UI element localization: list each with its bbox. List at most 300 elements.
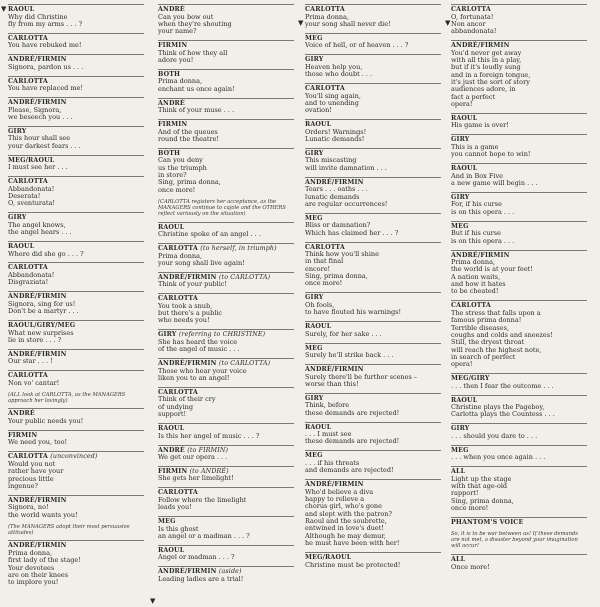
lyric-line: he must have been with her! [305, 539, 400, 548]
lyric-line: adore you! [158, 55, 194, 64]
speaker-label: GIRY [305, 394, 324, 402]
speaker-label: MEG [451, 222, 469, 230]
dialogue-block [158, 148, 294, 194]
lyric-line: Still, the dryest throat [451, 338, 525, 347]
lyric-line: audiences adore, in [451, 85, 516, 94]
lyric-line: to implore you! [8, 578, 59, 587]
speaker-label: RAOUL [305, 423, 332, 431]
dialogue-block [158, 566, 294, 583]
dialogue-block [8, 241, 144, 258]
lyric-line: Who'd believe a diva [305, 487, 374, 496]
lyric-line: Surely there'll be further scenes – [305, 372, 418, 381]
continue-arrow-icon: ▼ [1, 5, 7, 13]
speaker-label: ANDRÉ/FIRMIN [158, 273, 217, 281]
dialogue-block [158, 487, 294, 511]
dialogue-block [8, 262, 144, 286]
lyric-line: You'd never get away [451, 48, 522, 57]
speaker-label: MEG [305, 344, 323, 352]
speaker-label: CARLOTTA [158, 295, 198, 303]
speaker-direction: (to herself, in triumph) [200, 245, 277, 253]
stage-direction: So, it is to be war between us! If these demands are not met, a disaster beyond your imagination will occur! [451, 531, 578, 550]
lyric-line: a new game will begin . . . [451, 179, 538, 188]
lyric-line: . . . then I fear the outcome . . . [451, 381, 554, 390]
speaker-label: RAOUL [451, 114, 478, 122]
lyric-line: will reach the highest note, [451, 345, 542, 354]
dialogue-block [305, 4, 441, 28]
dialogue-block [8, 126, 144, 150]
dialogue-block [158, 119, 294, 143]
lyric-line: You have rebuked me! [8, 41, 82, 50]
lyric-line: Signora, pardon us . . . [8, 62, 84, 71]
lyric-line: She gets her limelight! [158, 474, 234, 483]
lyric-line: Christine plays the Pageboy, [451, 403, 545, 412]
lyric-line: worse than this! [305, 379, 359, 388]
dialogue-block [451, 40, 587, 108]
lyric-line: Carlotta plays the Countess . . . [451, 410, 555, 419]
lyric-line: to be cheated! [451, 287, 499, 296]
lyric-line: Which has claimed her . . . ? [305, 228, 399, 237]
libretto-column-2 [158, 4, 294, 588]
dialogue-block [305, 364, 441, 388]
lyric-line: you cannot hope to win! [451, 150, 531, 159]
lyric-line: and to unending [305, 98, 359, 107]
speaker-label: ANDRÉ/FIRMIN [158, 360, 217, 368]
lyric-line: with all this in a play, [451, 55, 522, 64]
lyric-line: Think of how they all [158, 48, 228, 57]
dialogue-block [305, 393, 441, 417]
speaker-label: RAOUL/GIRY/MEG [8, 322, 76, 329]
speaker-label: ANDRÉ/FIRMIN [305, 481, 364, 489]
speaker-label: ANDRÉ [158, 99, 185, 107]
speaker-label: FIRMIN [8, 431, 38, 439]
lyric-line: and slept with the patron? [305, 509, 392, 518]
lyric-line: ingenue? [8, 481, 38, 490]
dialogue-block [8, 176, 144, 208]
speaker-label: GIRY [305, 56, 324, 64]
dialogue-block [158, 40, 294, 64]
speaker-label: ANDRÉ/FIRMIN [8, 99, 67, 107]
libretto-column-4 [451, 4, 587, 576]
speaker-label: CARLOTTA [305, 85, 345, 92]
speaker-label: ANDRÉ [8, 410, 35, 418]
lyric-line: Disgraziata! [8, 278, 49, 287]
lyric-line: in search of perfect [451, 352, 516, 361]
lyric-line: Why did Christine [8, 12, 68, 21]
speaker-direction: (to CARLOTTA) [218, 273, 271, 281]
lyric-line: and demands are rejected! [305, 466, 394, 475]
dialogue-block [158, 466, 294, 483]
lyric-line: opera! [451, 100, 473, 109]
dialogue-block [8, 540, 144, 586]
lyric-line: For, if his curse [451, 200, 502, 209]
speaker-label: CARLOTTA [8, 34, 48, 42]
lyric-line: and how it hates [451, 280, 506, 289]
dialogue-block [451, 445, 587, 462]
dialogue-block [158, 545, 294, 562]
lyric-line: Oh fools, [305, 300, 335, 309]
lyric-line: Christine spoke of an angel . . . [158, 230, 261, 239]
dialogue-block [451, 192, 587, 216]
speaker-label: RAOUL [8, 6, 35, 13]
dialogue-block [305, 242, 441, 288]
lyric-line: once more! [305, 279, 343, 288]
lyric-line: . . . I must see [305, 430, 352, 439]
lyric-line: Heaven help you, [305, 62, 363, 71]
lyric-line: We need you, too! [8, 438, 68, 447]
dialogue-block [8, 33, 144, 50]
dialogue-block [451, 113, 587, 130]
dialogue-block [158, 69, 294, 93]
continue-arrow-icon: ▼ [445, 19, 451, 27]
lyric-line: chorus girl, who's gone [305, 502, 382, 511]
lyric-line: to have flouted his warnings! [305, 308, 402, 317]
lyric-line: but there's a public [158, 309, 223, 318]
speaker-label: RAOUL [158, 223, 185, 231]
lyric-line: Sing, prima donna, [451, 496, 514, 505]
dialogue-block [305, 292, 441, 316]
dialogue-block [305, 422, 441, 446]
dialogue-block [305, 33, 441, 50]
lyric-line: once more! [158, 185, 196, 194]
lyric-line: Abbandonata! [8, 184, 55, 193]
libretto-column-1 [8, 4, 144, 591]
dialogue-block [158, 4, 294, 36]
lyric-line: will invite damnation . . . [305, 163, 387, 172]
speaker-label: MEG [158, 518, 176, 526]
lyric-line: . . . should you dare to . . . [451, 431, 538, 440]
speaker-label: CARLOTTA [158, 489, 198, 497]
lyric-line: the world wants you! [8, 510, 78, 519]
dialogue-block [158, 272, 294, 289]
speaker-label: GIRY [451, 193, 470, 201]
lyric-line: Please, Signora, [8, 105, 62, 114]
lyric-line: Those who hear your voice [158, 366, 247, 375]
lyric-line: Signora, sing for us! [8, 299, 76, 308]
speaker-label: RAOUL [158, 546, 185, 554]
dialogue-block [158, 222, 294, 239]
speaker-label: CARLOTTA [8, 453, 48, 461]
speaker-label: ANDRÉ/FIRMIN [158, 568, 217, 576]
lyric-line: Raoul and the soubrette, [305, 517, 387, 526]
dialogue-block [305, 321, 441, 338]
lyric-line: support! [158, 410, 187, 419]
speaker-label: ANDRÉ/FIRMIN [8, 496, 67, 504]
lyric-line: Your public needs you! [8, 416, 84, 425]
dialogue-block [8, 76, 144, 93]
lyric-line: O, sventurata! [8, 199, 56, 208]
dialogue-block [8, 212, 144, 236]
lyric-line: who needs you! [158, 316, 210, 325]
dialogue-block [451, 250, 587, 296]
lyric-line: Non vo' cantar! [8, 378, 60, 387]
dialogue-block [451, 163, 587, 187]
dialogue-block [305, 450, 441, 474]
speaker-label: CARLOTTA [8, 77, 48, 85]
lyric-line: This miscasting [305, 156, 357, 165]
speaker-label: GIRY [451, 425, 470, 433]
lyric-line: in store? [158, 171, 187, 180]
lyric-line: we beseech you . . . [8, 112, 73, 121]
dialogue-block [305, 119, 441, 143]
lyric-line: Leading ladies are a trial! [158, 574, 244, 583]
dialogue-block [305, 479, 441, 547]
speaker-label: RAOUL [305, 323, 332, 331]
speaker-label: BOTH [158, 149, 181, 157]
lyric-line: Lunatic demands! [305, 134, 365, 143]
lyric-line: Is this her angel of music . . . ? [158, 431, 260, 440]
lyric-line: Think of your public! [158, 280, 228, 289]
dialogue-block [158, 243, 294, 267]
lyric-line: Sing, prima donna, [305, 272, 368, 281]
lyric-line: . . . when you once again . . . [451, 453, 546, 462]
lyric-line: your name? [158, 27, 197, 36]
dialogue-block [8, 97, 144, 121]
lyric-line: This hour shall see [8, 134, 71, 143]
speaker-label: ANDRÉ/FIRMIN [451, 42, 510, 50]
lyric-line: Think, before [305, 401, 350, 410]
lyric-line: What new surprises [8, 328, 74, 337]
dialogue-block [451, 395, 587, 419]
speaker-label: MEG [451, 446, 469, 454]
lyric-line: Think how you'll shine [305, 250, 379, 259]
lyric-line: But if his curse [451, 229, 501, 238]
dialogue-block [158, 387, 294, 419]
speaker-label: CARLOTTA [8, 178, 48, 186]
dialogue-block [305, 148, 441, 172]
speaker-label: ANDRÉ/FIRMIN [8, 56, 67, 64]
speaker-label: FIRMIN [158, 467, 188, 475]
dialogue-block [305, 83, 441, 115]
lyric-line: with that age-old [451, 482, 508, 491]
lyric-line: Prima donna, [8, 548, 53, 557]
speaker-direction: (unconvinced) [50, 453, 98, 461]
lyric-line: fly from my arms . . . ? [8, 19, 83, 28]
stage-direction: (ALL look at CARLOTTA, as the MANAGERS approach her lovingly) [8, 391, 126, 404]
speaker-label: RAOUL [8, 243, 35, 250]
dialogue-block [8, 370, 144, 387]
dialogue-block [158, 516, 294, 540]
dialogue-block [451, 373, 587, 390]
dialogue-block [305, 343, 441, 360]
continue-arrow-icon: ▼ [150, 597, 156, 605]
lyric-line: the angel hears . . . [8, 228, 72, 237]
speaker-label: GIRY [158, 331, 177, 339]
dialogue-block [451, 554, 587, 571]
lyric-line: opera! [451, 360, 473, 369]
speaker-label: ANDRÉ [158, 6, 185, 13]
lyric-line: these demands are rejected! [305, 408, 400, 417]
speaker-label: MEG [305, 34, 323, 42]
lyric-line: rapport! [451, 489, 479, 498]
lyric-line: us the triumph [158, 163, 207, 172]
lyric-line: precious little [8, 474, 54, 483]
lyric-line: and in a foreign tongue, [451, 70, 531, 79]
speaker-label: RAOUL [158, 425, 185, 433]
lyric-line: liken you to an angel! [158, 374, 230, 382]
speaker-label: CARLOTTA [451, 6, 491, 13]
speaker-label: GIRY [8, 214, 27, 222]
lyric-line: She has heard the voice [158, 337, 238, 346]
speaker-direction: (to FIRMIN) [187, 446, 229, 454]
dialogue-block [8, 155, 144, 172]
lyric-line: . . . if his threats [305, 458, 360, 467]
speaker-label: GIRY [451, 136, 470, 144]
lyric-line: happy to relieve a [305, 495, 365, 504]
lyric-line: Can you deny [158, 156, 203, 165]
lyric-line: is on this opera . . . [451, 207, 515, 216]
lyric-line: but if it's loudly sung [451, 63, 521, 72]
speaker-label: GIRY [8, 127, 27, 135]
dialogue-block [305, 54, 441, 78]
lyric-line: Is this ghost [158, 524, 199, 533]
lyric-line: Sing, prima donna, [158, 178, 221, 187]
speaker-label: CARLOTTA [8, 372, 48, 380]
lyric-line: Our star . . . ! [8, 357, 53, 366]
lyric-line: And of the queues [158, 127, 218, 136]
speaker-label: ANDRÉ/FIRMIN [8, 542, 67, 550]
dialogue-block [451, 517, 587, 527]
lyric-line: Signora, no! [8, 503, 49, 512]
dialogue-block [8, 54, 144, 71]
lyric-line: Where did she go . . . ? [8, 249, 84, 258]
speaker-label: CARLOTTA [8, 264, 48, 272]
lyric-line: Although he may demur, [305, 531, 386, 540]
dialogue-block [158, 423, 294, 440]
lyric-line: Non ancor [451, 19, 486, 28]
lyric-line: first lady of the stage! [8, 556, 81, 565]
lyric-line: Abbandonata! [8, 270, 55, 279]
speaker-label: MEG/GIRY [451, 375, 490, 383]
lyric-line: Tears . . . oaths . . . [305, 185, 368, 194]
speaker-label: CARLOTTA [305, 6, 345, 13]
lyric-line: of the angel of music . . . [158, 345, 240, 354]
speaker-direction: (to CARLOTTA) [218, 360, 271, 368]
speaker-direction: (referring to CHRISTINE) [178, 331, 266, 339]
dialogue-block [451, 423, 587, 440]
dialogue-block [451, 221, 587, 245]
lyric-line: Don't be a martyr . . . [8, 307, 79, 316]
lyric-line: are on their knees [8, 570, 69, 579]
speaker-label: ANDRÉ/FIRMIN [305, 178, 364, 186]
dialogue-block [8, 408, 144, 425]
libretto-column-3 [305, 4, 441, 573]
speaker-label: CARLOTTA [158, 388, 198, 396]
lyric-line: A nation waits, [451, 272, 501, 281]
dialogue-block [158, 329, 294, 353]
dialogue-block [451, 134, 587, 158]
dialogue-block [8, 320, 144, 344]
lyric-line: abbandonata! [451, 27, 497, 36]
lyric-line: round the theatre! [158, 134, 220, 143]
stage-direction: (CARLOTTA registers her acceptance, as the MANAGERS continue to cajole and the OTHERS reflect variously on the situation) [158, 198, 286, 217]
speaker-label: CARLOTTA [451, 302, 491, 310]
speaker-label: ANDRÉ [158, 446, 185, 454]
lyric-line: The angel knows, [8, 220, 66, 229]
lyric-line: Orders! Warnings! [305, 127, 367, 136]
dialogue-block [451, 466, 587, 512]
dialogue-block [8, 451, 144, 490]
lyric-line: in that final [305, 257, 344, 266]
lyric-line: Think of their cry [158, 395, 216, 404]
dialogue-block [305, 177, 441, 209]
continue-arrow-icon: ▼ [298, 19, 304, 27]
speaker-label: PHANTOM'S VOICE [451, 519, 524, 527]
lyric-line: You'll sing again, [305, 91, 361, 100]
speaker-label: MEG [305, 452, 323, 460]
lyric-line: it's just the sort of story [451, 78, 530, 86]
lyric-line: Bliss or damnation? [305, 221, 371, 230]
lyric-line: your darkest fears . . . [8, 141, 81, 150]
speaker-label: GIRY [305, 294, 324, 302]
lyric-line: Terrible diseases, [451, 323, 510, 332]
speaker-label: ALL [451, 556, 466, 564]
lyric-line: rather have your [8, 467, 64, 476]
dialogue-block [158, 98, 294, 115]
lyric-line: Would you not [8, 459, 56, 468]
lyric-line: This is a game [451, 142, 499, 151]
lyric-line: is on this opera . . . [451, 236, 515, 245]
speaker-label: BOTH [158, 70, 181, 78]
lyric-line: these demands are rejected! [305, 437, 400, 446]
lyric-line: entwined in love's duet! [305, 524, 384, 533]
lyric-line: of undying [158, 402, 194, 411]
lyric-line: His game is over! [451, 121, 509, 130]
lyric-line: O, fortunata! [451, 12, 494, 21]
speaker-label: ANDRÉ/FIRMIN [451, 251, 510, 259]
lyric-line: famous prima donna! [451, 316, 522, 325]
lyric-line: when they're shouting [158, 19, 232, 28]
speaker-label: ALL [451, 468, 466, 476]
dialogue-block [8, 495, 144, 519]
speaker-label: FIRMIN [158, 121, 188, 129]
speaker-label: CARLOTTA [305, 243, 345, 251]
lyric-line: leads you! [158, 503, 192, 512]
dialogue-block [305, 213, 441, 237]
dialogue-block [8, 349, 144, 366]
lyric-line: encore! [305, 264, 331, 273]
lyric-line: ovation! [305, 106, 332, 115]
lyric-line: lie in store . . . ? [8, 335, 62, 344]
lyric-line: Your devotees [8, 563, 55, 572]
dialogue-block [451, 300, 587, 368]
dialogue-block [305, 552, 441, 569]
lyric-line: Think of your muse . . . [158, 106, 235, 115]
speaker-label: GIRY [305, 149, 324, 157]
lyric-line: Deserata! [8, 191, 41, 200]
speaker-label: RAOUL [451, 396, 478, 404]
stage-direction: (The MANAGERS adopt their most persuasive attitudes) [8, 523, 130, 536]
lyric-line: Surely, for her sake . . . [305, 329, 382, 338]
lyric-line: once more! [451, 504, 489, 513]
speaker-label: RAOUL [451, 165, 478, 173]
dialogue-block [8, 430, 144, 447]
dialogue-block [158, 445, 294, 462]
lyric-line: And in Box Five [451, 171, 503, 180]
lyric-line: Prima donna, [158, 251, 203, 260]
speaker-label: RAOUL [305, 121, 332, 129]
speaker-label: MEG/RAOUL [8, 156, 55, 164]
dialogue-block [158, 358, 294, 382]
lyric-line: fact a perfect [451, 92, 496, 101]
speaker-direction: (to ANDRÉ) [189, 467, 229, 475]
lyric-line: the world is at your feet! [451, 265, 533, 274]
dialogue-block [8, 4, 144, 28]
dialogue-block [158, 293, 294, 325]
speaker-name [451, 517, 587, 527]
lyric-line: We get our opera . . . [158, 453, 228, 461]
lyric-line: Christine must be protected! [305, 560, 401, 569]
lyric-line: Can you bow out [158, 12, 214, 21]
